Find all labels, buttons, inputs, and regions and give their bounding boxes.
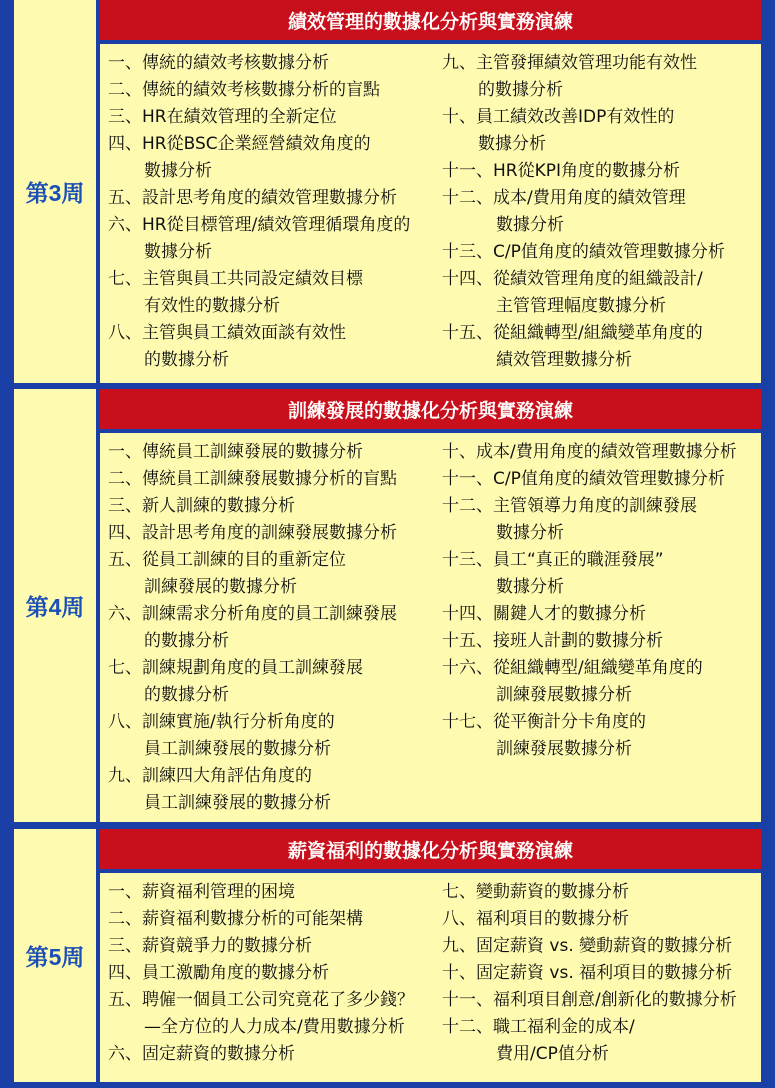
list-item: [108, 185, 438, 212]
list-item-text: 十三、C/P值角度的績效管理數據分析: [442, 242, 725, 262]
list-item: [108, 709, 438, 763]
list-item: [108, 520, 438, 547]
list-item: [108, 493, 438, 520]
list-item: [108, 266, 438, 320]
list-item: [108, 466, 438, 493]
week-label: 第3周: [14, 0, 96, 383]
list-item-text: 七、主管與員工共同設定績效目標: [108, 269, 363, 289]
list-item-text: 五、從員工訓練的目的重新定位: [108, 550, 346, 570]
week-label: 第4周: [14, 389, 96, 822]
section-title: 薪資福利的數據化分析與實務演練: [100, 829, 761, 869]
item-list-right: [442, 439, 772, 763]
list-item-text: 十六、從組織轉型/組織變革角度的: [442, 658, 703, 678]
week-panel: [100, 389, 761, 822]
week-3-section: [14, 0, 761, 383]
list-item-text: 三、薪資競爭力的數據分析: [108, 936, 312, 956]
list-item: [442, 879, 772, 906]
list-item-text: 十二、成本/費用角度的績效管理: [442, 188, 686, 208]
list-item-text: 一、薪資福利管理的困境: [108, 882, 295, 902]
list-item-continuation: 數據分析: [496, 523, 564, 543]
list-item: [442, 185, 772, 239]
list-item-text: 五、聘僱一個員工公司究竟花了多少錢？: [108, 990, 414, 1010]
list-item: [442, 987, 772, 1014]
list-item-text: 十一、C/P值角度的績效管理數據分析: [442, 469, 725, 489]
list-item-text: 一、傳統的績效考核數據分析: [108, 53, 329, 73]
list-item-continuation: 員工訓練發展的數據分析: [144, 793, 331, 813]
list-item-text: 三、HR在績效管理的全新定位: [108, 107, 337, 127]
list-item-text: 十、固定薪資 vs. 福利項目的數據分析: [442, 963, 733, 983]
list-item-text: 六、訓練需求分析角度的員工訓練發展: [108, 604, 397, 624]
list-item: [442, 547, 772, 601]
item-list-right: [442, 50, 772, 374]
list-item: [442, 1014, 772, 1068]
list-item-continuation: 數據分析: [496, 577, 564, 597]
list-item: [442, 601, 772, 628]
item-list-left: [108, 50, 438, 374]
list-item: [442, 158, 772, 185]
list-item-text: 八、主管與員工績效面談有效性: [108, 323, 346, 343]
list-item: [442, 104, 772, 158]
list-item-continuation: 費用/CP值分析: [496, 1044, 609, 1064]
list-item-continuation: 績效管理數據分析: [496, 350, 632, 370]
list-item: [108, 77, 438, 104]
list-item-text: 十五、接班人計劃的數據分析: [442, 631, 663, 651]
list-item-text: 五、設計思考角度的績效管理數據分析: [108, 188, 397, 208]
week-panel: [100, 0, 761, 383]
section-content: [100, 873, 761, 1082]
list-item-continuation: 主管管理幅度數據分析: [496, 296, 666, 316]
list-item-continuation: 數據分析: [144, 161, 212, 181]
list-item: [108, 906, 438, 933]
list-item-text: 一、傳統員工訓練發展的數據分析: [108, 442, 363, 462]
list-item-continuation: 訓練發展數據分析: [496, 739, 632, 759]
list-item: [108, 987, 438, 1041]
list-item-text: 七、訓練規劃角度的員工訓練發展: [108, 658, 363, 678]
list-item: [442, 655, 772, 709]
list-item-text: 六、HR從目標管理/績效管理循環角度的: [108, 215, 411, 235]
list-item-continuation: —全方位的人力成本/費用數據分析: [144, 1017, 405, 1037]
list-item: [108, 320, 438, 374]
list-item-text: 十五、從組織轉型/組織變革角度的: [442, 323, 703, 343]
list-item-text: 四、員工激勵角度的數據分析: [108, 963, 329, 983]
list-item-text: 九、主管發揮績效管理功能有效性: [442, 53, 697, 73]
week-5-section: [14, 829, 761, 1082]
list-item-text: 二、薪資福利數據分析的可能架構: [108, 909, 363, 929]
list-item-text: 二、傳統員工訓練發展數據分析的盲點: [108, 469, 397, 489]
list-item: [108, 655, 438, 709]
item-list-left: [108, 879, 438, 1068]
list-item-text: 十、成本/費用角度的績效管理數據分析: [442, 442, 737, 462]
list-item: [442, 320, 772, 374]
list-item-continuation: 的數據分析: [478, 80, 563, 100]
list-item-text: 四、設計思考角度的訓練發展數據分析: [108, 523, 397, 543]
list-item-text: 四、HR從BSC企業經營績效角度的: [108, 134, 371, 154]
list-item: [442, 239, 772, 266]
list-item-continuation: 數據分析: [496, 215, 564, 235]
list-item-text: 十四、關鍵人才的數據分析: [442, 604, 646, 624]
list-item: [442, 933, 772, 960]
list-item-continuation: 數據分析: [478, 134, 546, 154]
list-item: [108, 439, 438, 466]
section-title: 訓練發展的數據化分析與實務演練: [100, 389, 761, 429]
list-item: [108, 131, 438, 185]
list-item: [108, 879, 438, 906]
list-item-text: 十二、職工福利金的成本/: [442, 1017, 635, 1037]
list-item: [442, 50, 772, 104]
list-item-text: 九、訓練四大角評估角度的: [108, 766, 312, 786]
list-item-text: 十、員工績效改善IDP有效性的: [442, 107, 675, 127]
list-item-continuation: 的數據分析: [144, 685, 229, 705]
section-content: [100, 433, 761, 822]
list-item: [442, 906, 772, 933]
list-item: [108, 212, 438, 266]
list-item: [108, 1041, 438, 1068]
list-item: [442, 493, 772, 547]
list-item-text: 二、傳統的績效考核數據分析的盲點: [108, 80, 380, 100]
list-item-text: 十二、主管領導力角度的訓練發展: [442, 496, 697, 516]
list-item: [442, 709, 772, 763]
list-item-continuation: 訓練發展的數據分析: [144, 577, 297, 597]
list-item-continuation: 的數據分析: [144, 631, 229, 651]
week-4-section: [14, 389, 761, 822]
list-item: [108, 960, 438, 987]
list-item: [108, 547, 438, 601]
list-item-text: 十七、從平衡計分卡角度的: [442, 712, 646, 732]
section-title: 績效管理的數據化分析與實務演練: [100, 0, 761, 40]
list-item-text: 八、訓練實施/執行分析角度的: [108, 712, 335, 732]
section-content: [100, 44, 761, 383]
list-item-continuation: 訓練發展數據分析: [496, 685, 632, 705]
list-item-text: 三、新人訓練的數據分析: [108, 496, 295, 516]
list-item: [442, 466, 772, 493]
list-item: [108, 601, 438, 655]
list-item-text: 十一、福利項目創意/創新化的數據分析: [442, 990, 737, 1010]
list-item: [442, 439, 772, 466]
list-item-continuation: 員工訓練發展的數據分析: [144, 739, 331, 759]
list-item: [108, 104, 438, 131]
list-item-text: 七、變動薪資的數據分析: [442, 882, 629, 902]
list-item-text: 十三、員工“真正的職涯發展”: [442, 550, 664, 570]
list-item: [442, 628, 772, 655]
list-item-continuation: 有效性的數據分析: [144, 296, 280, 316]
list-item-continuation: 的數據分析: [144, 350, 229, 370]
list-item: [108, 933, 438, 960]
item-list-right: [442, 879, 772, 1068]
list-item: [442, 960, 772, 987]
list-item-text: 六、固定薪資的數據分析: [108, 1044, 295, 1064]
list-item: [108, 50, 438, 77]
list-item-text: 八、福利項目的數據分析: [442, 909, 629, 929]
list-item-text: 十一、HR從KPI角度的數據分析: [442, 161, 681, 181]
list-item: [442, 266, 772, 320]
list-item-continuation: 數據分析: [144, 242, 212, 262]
list-item: [108, 763, 438, 817]
list-item-text: 十四、從績效管理角度的組織設計/: [442, 269, 703, 289]
item-list-left: [108, 439, 438, 817]
list-item-text: 九、固定薪資 vs. 變動薪資的數據分析: [442, 936, 733, 956]
week-panel: [100, 829, 761, 1082]
week-label: 第5周: [14, 829, 96, 1082]
